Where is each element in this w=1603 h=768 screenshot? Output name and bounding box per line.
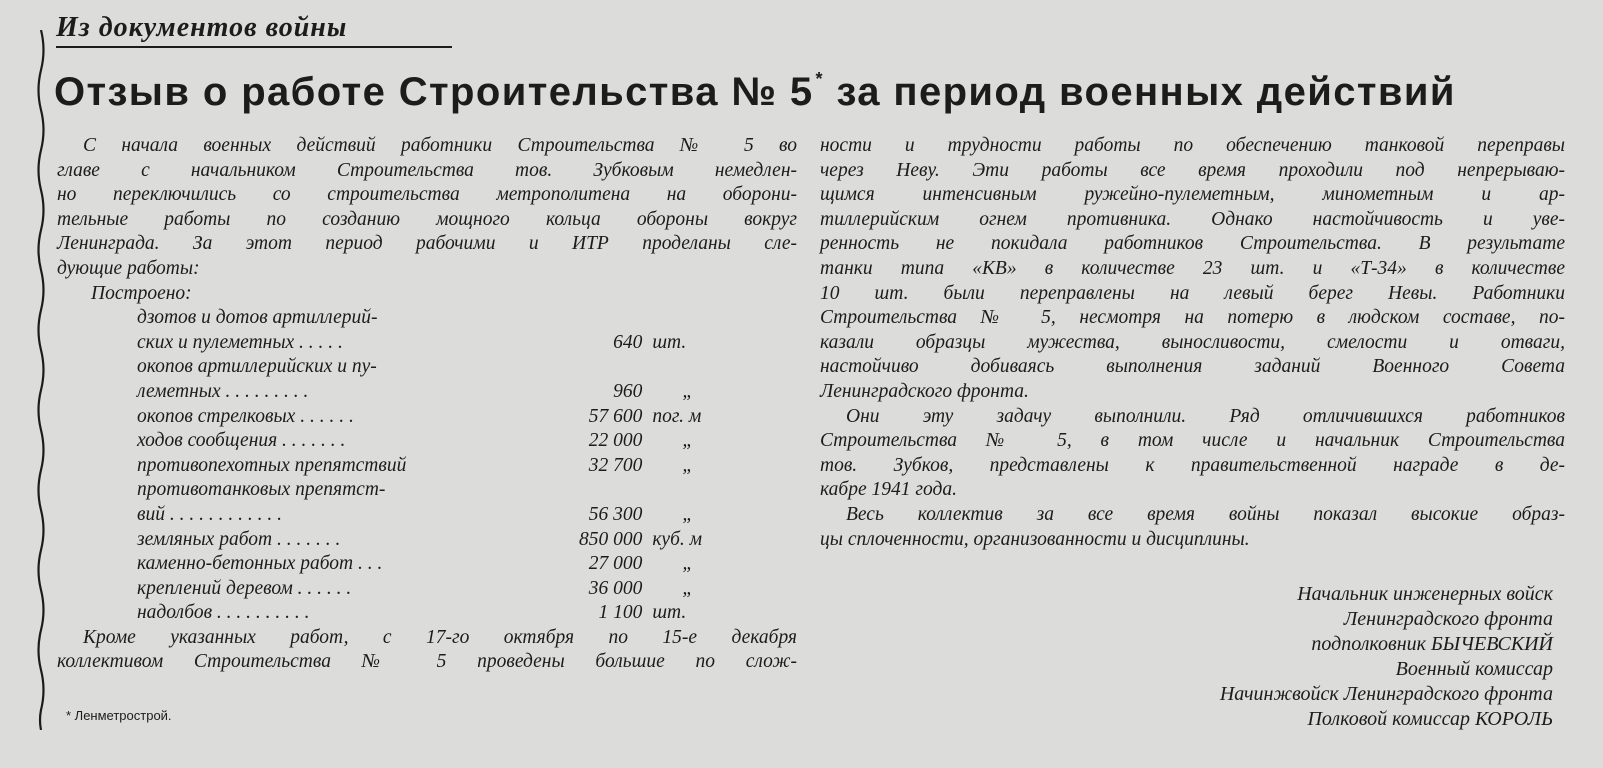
left-column [57,134,797,675]
work-unit: шт. [652,602,687,624]
body-line: настойчиво добиваясь выполнения заданий Военного Совета [820,356,1565,378]
signature-line: Ленинградского фронта [1343,608,1553,631]
body-line: танки типа «КВ» в количестве 23 шт. и «Т-34» в количестве [820,257,1565,279]
works-row [137,552,797,577]
works-row [137,478,797,503]
signature-line: Полковой комиссар КОРОЛЬ [1307,708,1553,731]
work-value [530,306,652,331]
body-line: казали образцы мужества, выносливости, смелости и отваги, [820,331,1565,353]
work-label: вий . . . . . . . . . . . . [137,503,282,525]
intro-line: но переключились со строительства метрополитена на оборони- [57,184,797,206]
work-value: 57 600 [588,405,643,427]
works-row [137,429,797,454]
title-footnote-mark: * [815,68,824,89]
work-label: противотанковых препятст- [137,479,386,501]
body-line: ности и трудности работы по обеспечению танковой переправы [820,135,1565,156]
right-column [820,134,1565,732]
work-unit: куб. м [652,528,703,550]
work-value: 1 100 [598,602,643,624]
margin-wavy-line [34,30,48,730]
intro-line: Ленинграда. За этот период рабочими и ИТР проделаны сле- [57,233,797,255]
works-table [137,306,797,626]
work-unit: „ [682,380,694,402]
section-rubric: Из документов войны [56,12,452,48]
signature-block [820,582,1565,732]
intro-line: дующие работы: [57,257,200,279]
work-unit: „ [682,430,694,452]
tail-line: Кроме указанных работ, с 17-го октября по 15-е декабря [83,626,797,648]
footnote: * Ленметрострой. [66,708,172,723]
body-line: тиллерийским огнем противника. Однако настойчивость и уве- [820,208,1565,230]
body-line: кабре 1941 года. [820,479,957,501]
work-unit: „ [682,503,694,525]
work-label: окопов стрелковых . . . . . . [137,405,354,427]
work-value [530,355,652,380]
works-row [137,577,797,602]
body-line: 10 шт. были переправлены на левый берег Невы. Работники [820,282,1565,304]
work-value: 36 000 [588,577,643,599]
body-line: Они эту задачу выполнили. Ряд отличившихся работников [846,405,1565,427]
work-value: 640 [613,331,643,353]
built-heading: Построено: [91,282,192,304]
body-line: Строительства № 5, в том числе и начальник Строительства [820,430,1565,452]
work-unit: „ [682,577,694,599]
work-value [530,478,652,503]
work-unit [652,306,797,331]
signature-line: Начальник инженерных войск [1297,583,1553,606]
title-tail: за период военных действий [836,70,1456,114]
work-unit: „ [682,553,694,575]
body-line: Ленинградского фронта. [820,380,1029,402]
work-unit: пог. м [652,405,702,427]
works-row [137,306,797,331]
work-value: 850 000 [578,528,643,550]
work-value: 32 700 [588,454,643,476]
body-line: Строительства № 5, несмотря на потерю в людском составе, по- [820,307,1565,329]
work-unit [652,478,797,503]
work-label: каменно-бетонных работ . . . [137,553,383,575]
signature-line: подполковник БЫЧЕВСКИЙ [1311,633,1553,656]
intro-line: С начала военных действий работники Строительства № 5 во [83,135,797,156]
body-line: тов. Зубков, представлены к правительственной награде в де- [820,454,1565,476]
work-unit: „ [682,454,694,476]
works-row [137,355,797,380]
body-line: ренность не покидала работников Строительства. В результате [820,233,1565,255]
work-label: креплений деревом . . . . . . [137,577,352,599]
work-unit: шт. [652,331,687,353]
works-row [137,601,797,626]
work-label: земляных работ . . . . . . . [137,528,341,550]
work-label: ходов сообщения . . . . . . . [137,430,346,452]
works-row [137,405,797,430]
intro-line: главе с начальником Строительства тов. Зубковым немедлен- [57,159,797,181]
body-line: Весь коллектив за все время войны показал высокие образ- [846,503,1565,525]
work-label: окопов артиллерийских и пу- [137,356,377,378]
work-value: 22 000 [588,430,643,452]
article-title [54,70,1456,115]
work-unit [652,355,797,380]
signature-line: Военный комиссар [1395,658,1553,681]
work-label: леметных . . . . . . . . . [137,380,309,402]
works-row [137,454,797,479]
intro-line: тельные работы по созданию мощного кольца обороны вокруг [57,208,797,230]
signature-line: Начинжвойск Ленинградского фронта [1219,683,1553,706]
works-row [137,331,797,356]
work-label: надолбов . . . . . . . . . . [137,602,310,624]
work-value: 56 300 [588,503,643,525]
work-value: 960 [613,380,643,402]
work-label: дзотов и дотов артиллерий- [137,307,378,329]
body-line: через Неву. Эти работы все время проходили под непрерываю- [820,159,1565,181]
title-main: Отзыв о работе Строительства № 5 [54,70,814,114]
works-row [137,528,797,553]
body-line: цы сплоченности, организованности и дисциплины. [820,528,1250,550]
work-label: ских и пулеметных . . . . . [137,331,343,353]
tail-line: коллективом Строительства № 5 проведены большие по слож- [57,651,797,673]
work-label: противопехотных препятствий [137,454,407,476]
body-line: щимся интенсивным ружейно-пулеметным, минометным и ар- [820,184,1565,206]
work-value: 27 000 [588,553,643,575]
works-row [137,380,797,405]
works-row [137,503,797,528]
